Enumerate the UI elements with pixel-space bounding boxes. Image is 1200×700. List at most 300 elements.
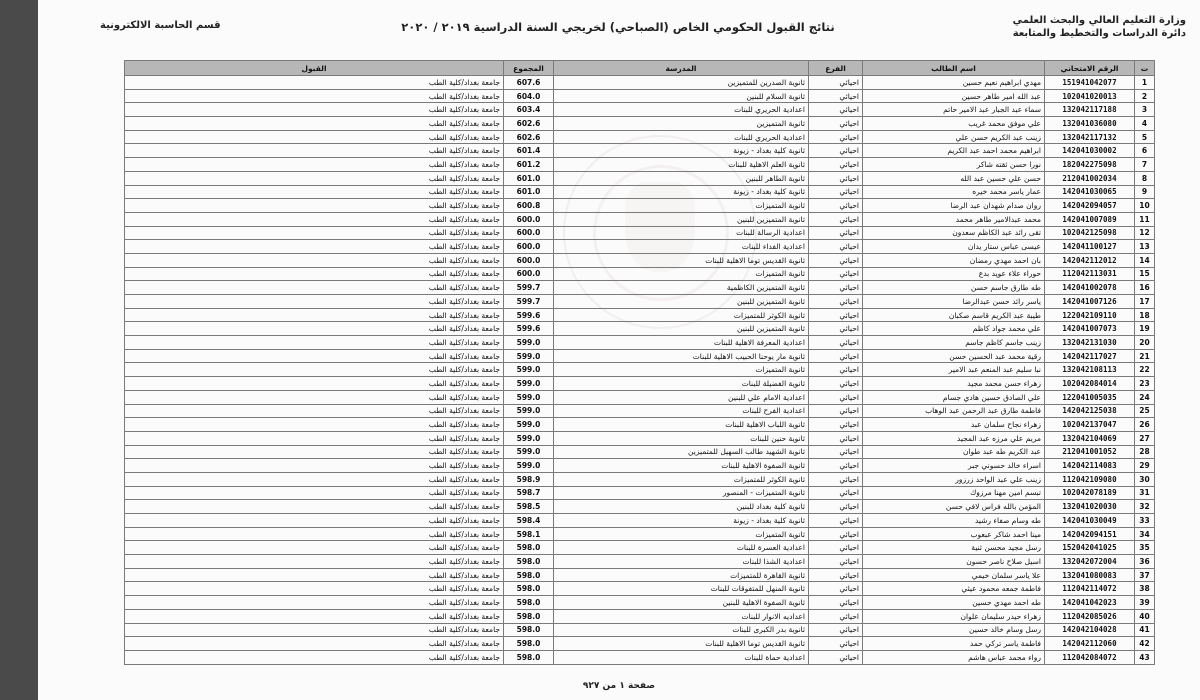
cell-student-name: زينب عبد الكريم حسن علي	[863, 130, 1045, 144]
cell-acceptance: جامعة بغداد/كلية الطب	[125, 363, 504, 377]
cell-branch: احيائي	[809, 404, 863, 418]
cell-exam-no: 132042117188	[1045, 103, 1135, 117]
table-row	[125, 527, 1155, 541]
cell-student-name: فاطمة ياسر تركي حمد	[863, 637, 1045, 651]
table-row	[125, 609, 1155, 623]
table-row	[125, 185, 1155, 199]
cell-total: 599.0	[504, 377, 554, 391]
cell-exam-no: 151941042077	[1045, 76, 1135, 90]
cell-seq: 6	[1135, 144, 1155, 158]
cell-seq: 14	[1135, 253, 1155, 267]
cell-student-name: مريم علي مرزه عبد المجيد	[863, 431, 1045, 445]
cell-total: 600.0	[504, 240, 554, 254]
cell-exam-no: 212041002034	[1045, 171, 1135, 185]
cell-total: 600.0	[504, 226, 554, 240]
cell-total: 598.0	[504, 623, 554, 637]
table-row	[125, 103, 1155, 117]
cell-student-name: محمد عبدالامير طاهر محمد	[863, 212, 1045, 226]
cell-exam-no: 132041080083	[1045, 568, 1135, 582]
cell-acceptance: جامعة بغداد/كلية الطب	[125, 336, 504, 350]
table-row	[125, 500, 1155, 514]
cell-total: 602.6	[504, 117, 554, 131]
cell-acceptance: جامعة بغداد/كلية الطب	[125, 637, 504, 651]
cell-student-name: فاطمة طارق عبد الرحمن عبد الوهاب	[863, 404, 1045, 418]
cell-seq: 28	[1135, 445, 1155, 459]
table-row	[125, 308, 1155, 322]
cell-exam-no: 142042114083	[1045, 459, 1135, 473]
cell-branch: احيائي	[809, 390, 863, 404]
cell-acceptance: جامعة بغداد/كلية الطب	[125, 144, 504, 158]
cell-branch: احيائي	[809, 171, 863, 185]
cell-seq: 11	[1135, 212, 1155, 226]
cell-school: ثانوية القديس توما الاهلية للبنات	[554, 253, 809, 267]
table-header-row	[125, 61, 1155, 76]
cell-branch: احيائي	[809, 363, 863, 377]
cell-school: ثانوية العلم الاهلية للبنات	[554, 158, 809, 172]
cell-student-name: فاطمة جمعه محمود عيثي	[863, 582, 1045, 596]
cell-acceptance: جامعة بغداد/كلية الطب	[125, 322, 504, 336]
table-row	[125, 404, 1155, 418]
cell-branch: احيائي	[809, 514, 863, 528]
cell-total: 598.4	[504, 514, 554, 528]
cell-seq: 10	[1135, 199, 1155, 213]
cell-seq: 43	[1135, 650, 1155, 664]
cell-exam-no: 142041007073	[1045, 322, 1135, 336]
cell-acceptance: جامعة بغداد/كلية الطب	[125, 596, 504, 610]
cell-exam-no: 102041020013	[1045, 89, 1135, 103]
cell-school: اعدادية حماة للبنات	[554, 650, 809, 664]
cell-student-name: زهراء حيدر سليمان علوان	[863, 609, 1045, 623]
cell-acceptance: جامعة بغداد/كلية الطب	[125, 295, 504, 309]
cell-school: اعدادية الشذا للبنات	[554, 555, 809, 569]
cell-seq: 24	[1135, 390, 1155, 404]
cell-seq: 27	[1135, 431, 1155, 445]
table-row	[125, 390, 1155, 404]
cell-exam-no: 142041030049	[1045, 514, 1135, 528]
cell-total: 598.0	[504, 582, 554, 596]
cell-acceptance: جامعة بغداد/كلية الطب	[125, 377, 504, 391]
cell-student-name: زهراء حسن محمد مجيد	[863, 377, 1045, 391]
cell-branch: احيائي	[809, 89, 863, 103]
cell-seq: 40	[1135, 609, 1155, 623]
cell-seq: 34	[1135, 527, 1155, 541]
cell-student-name: عيسى عباس ستار يدان	[863, 240, 1045, 254]
cell-branch: احيائي	[809, 267, 863, 281]
cell-seq: 31	[1135, 486, 1155, 500]
cell-school: اعدادية الرسالة للبنات	[554, 226, 809, 240]
cell-acceptance: جامعة بغداد/كلية الطب	[125, 158, 504, 172]
cell-acceptance: جامعة بغداد/كلية الطب	[125, 349, 504, 363]
cell-school: ثانوية كلية بغداد - زيونة	[554, 514, 809, 528]
cell-school: ثانوية القاهرة للمتميزات	[554, 568, 809, 582]
cell-school: ثانوية كلية بغداد - زيونة	[554, 144, 809, 158]
cell-total: 598.0	[504, 568, 554, 582]
cell-seq: 37	[1135, 568, 1155, 582]
column-header-branch: الفرع	[809, 61, 863, 76]
cell-school: ثانوية حنين للبنات	[554, 431, 809, 445]
cell-student-name: اسراء خالد حسوني جبر	[863, 459, 1045, 473]
cell-student-name: رسل مجيد محسن ثنية	[863, 541, 1045, 555]
cell-seq: 32	[1135, 500, 1155, 514]
cell-student-name: عمار ياسر محمد خيره	[863, 185, 1045, 199]
cell-branch: احيائي	[809, 199, 863, 213]
cell-exam-no: 122042109110	[1045, 308, 1135, 322]
cell-school: ثانوية المتميزين	[554, 117, 809, 131]
cell-total: 598.1	[504, 527, 554, 541]
cell-school: ثانوية المتميزين الكاظمية	[554, 281, 809, 295]
table-row	[125, 171, 1155, 185]
cell-student-name: حسن علي حسين عبد الله	[863, 171, 1045, 185]
cell-total: 598.0	[504, 555, 554, 569]
table-row	[125, 459, 1155, 473]
cell-student-name: بان احمد مهدي رمضان	[863, 253, 1045, 267]
cell-seq: 26	[1135, 418, 1155, 432]
cell-acceptance: جامعة بغداد/كلية الطب	[125, 226, 504, 240]
cell-student-name: رقية محمد عبد الحسين حسن	[863, 349, 1045, 363]
cell-school: ثانوية المتميزات	[554, 363, 809, 377]
cell-branch: احيائي	[809, 103, 863, 117]
table-row	[125, 158, 1155, 172]
cell-total: 599.0	[504, 445, 554, 459]
cell-acceptance: جامعة بغداد/كلية الطب	[125, 582, 504, 596]
cell-acceptance: جامعة بغداد/كلية الطب	[125, 459, 504, 473]
cell-acceptance: جامعة بغداد/كلية الطب	[125, 609, 504, 623]
cell-student-name: طيبة عبد الكريم قاسم صكبان	[863, 308, 1045, 322]
cell-total: 602.6	[504, 130, 554, 144]
cell-student-name: اسيل صلاح ناصر حسون	[863, 555, 1045, 569]
cell-school: اعدادية الفداء للبنات	[554, 240, 809, 254]
ministry-header	[966, 14, 1186, 40]
cell-school: ثانوية المتميزات	[554, 199, 809, 213]
cell-total: 598.7	[504, 486, 554, 500]
table-row	[125, 130, 1155, 144]
cell-school: اعدادية الحريري للبنات	[554, 130, 809, 144]
cell-acceptance: جامعة بغداد/كلية الطب	[125, 267, 504, 281]
cell-total: 599.6	[504, 322, 554, 336]
cell-school: ثانوية مار يوحنا الحبيب الاهلية للبنات	[554, 349, 809, 363]
cell-student-name: رسل وسام خالد حسين	[863, 623, 1045, 637]
page-number: صفحة ١ من ٩٢٧	[582, 681, 656, 691]
cell-branch: احيائي	[809, 336, 863, 350]
table-row	[125, 349, 1155, 363]
cell-school: ثانوية اللباب الاهلية للبنات	[554, 418, 809, 432]
cell-seq: 17	[1135, 295, 1155, 309]
cell-total: 603.4	[504, 103, 554, 117]
cell-seq: 13	[1135, 240, 1155, 254]
cell-seq: 41	[1135, 623, 1155, 637]
cell-student-name: زينب علي عبد الواحد زرزور	[863, 472, 1045, 486]
column-header-exam-no: الرقم الامتحاني	[1045, 61, 1135, 76]
cell-seq: 3	[1135, 103, 1155, 117]
cell-acceptance: جامعة بغداد/كلية الطب	[125, 486, 504, 500]
cell-exam-no: 132042131030	[1045, 336, 1135, 350]
cell-branch: احيائي	[809, 472, 863, 486]
cell-exam-no: 112042114072	[1045, 582, 1135, 596]
table-row	[125, 117, 1155, 131]
cell-acceptance: جامعة بغداد/كلية الطب	[125, 199, 504, 213]
table-row	[125, 514, 1155, 528]
cell-student-name: علا ياسر سلمان خيمي	[863, 568, 1045, 582]
results-table-body	[125, 76, 1155, 665]
cell-seq: 33	[1135, 514, 1155, 528]
cell-branch: احيائي	[809, 582, 863, 596]
cell-seq: 16	[1135, 281, 1155, 295]
cell-total: 600.0	[504, 212, 554, 226]
cell-exam-no: 182042275098	[1045, 158, 1135, 172]
cell-seq: 39	[1135, 596, 1155, 610]
cell-total: 604.0	[504, 89, 554, 103]
cell-branch: احيائي	[809, 637, 863, 651]
cell-acceptance: جامعة بغداد/كلية الطب	[125, 527, 504, 541]
cell-exam-no: 122041005035	[1045, 390, 1135, 404]
cell-branch: احيائي	[809, 281, 863, 295]
cell-exam-no: 112042113031	[1045, 267, 1135, 281]
cell-acceptance: جامعة بغداد/كلية الطب	[125, 404, 504, 418]
table-row	[125, 295, 1155, 309]
cell-school: ثانوية المتميزات	[554, 527, 809, 541]
cell-seq: 21	[1135, 349, 1155, 363]
cell-student-name: طه طارق جاسم حسن	[863, 281, 1045, 295]
cell-exam-no: 142041030065	[1045, 185, 1135, 199]
cell-student-name: حوراء علاء عويد بدع	[863, 267, 1045, 281]
cell-school: اعدادية الحريري للبنات	[554, 103, 809, 117]
cell-student-name: رواء محمد عباس هاشم	[863, 650, 1045, 664]
cell-seq: 29	[1135, 459, 1155, 473]
cell-branch: احيائي	[809, 500, 863, 514]
table-row	[125, 363, 1155, 377]
table-row	[125, 568, 1155, 582]
cell-exam-no: 142041042023	[1045, 596, 1135, 610]
cell-acceptance: جامعة بغداد/كلية الطب	[125, 555, 504, 569]
column-header-name: اسم الطالب	[863, 61, 1045, 76]
cell-total: 599.0	[504, 418, 554, 432]
cell-exam-no: 132042108113	[1045, 363, 1135, 377]
cell-branch: احيائي	[809, 212, 863, 226]
cell-total: 601.0	[504, 185, 554, 199]
cell-exam-no: 142042112060	[1045, 637, 1135, 651]
column-header-acceptance: القبول	[125, 61, 504, 76]
cell-school: ثانوية كلية بغداد للبنين	[554, 500, 809, 514]
cell-exam-no: 132041036080	[1045, 117, 1135, 131]
cell-total: 598.0	[504, 596, 554, 610]
cell-acceptance: جامعة بغداد/كلية الطب	[125, 472, 504, 486]
cell-school: ثانوية الطاهر للبنين	[554, 171, 809, 185]
cell-total: 599.0	[504, 459, 554, 473]
cell-student-name: نورا حسن ثقته شاكر	[863, 158, 1045, 172]
cell-student-name: طه احمد مهدي حسين	[863, 596, 1045, 610]
cell-school: اعداديه الانوار للبنات	[554, 609, 809, 623]
table-row	[125, 199, 1155, 213]
cell-total: 600.0	[504, 253, 554, 267]
cell-branch: احيائي	[809, 459, 863, 473]
cell-exam-no: 142042117027	[1045, 349, 1135, 363]
cell-branch: احيائي	[809, 418, 863, 432]
cell-total: 599.0	[504, 390, 554, 404]
cell-total: 599.7	[504, 295, 554, 309]
cell-branch: احيائي	[809, 377, 863, 391]
cell-acceptance: جامعة بغداد/كلية الطب	[125, 212, 504, 226]
cell-student-name: طه وسام صفاء رشيد	[863, 514, 1045, 528]
cell-exam-no: 142041007089	[1045, 212, 1135, 226]
cell-branch: احيائي	[809, 527, 863, 541]
department-name: قسم الحاسبة الالكترونية	[100, 20, 221, 31]
cell-exam-no: 112042084072	[1045, 650, 1135, 664]
cell-exam-no: 142042112012	[1045, 253, 1135, 267]
cell-exam-no: 212041001052	[1045, 445, 1135, 459]
cell-total: 601.2	[504, 158, 554, 172]
cell-student-name: نبا سليم عبد المنعم عبد الامير	[863, 363, 1045, 377]
cell-acceptance: جامعة بغداد/كلية الطب	[125, 623, 504, 637]
cell-student-name: مهدي ابراهيم نعيم حسين	[863, 76, 1045, 90]
cell-branch: احيائي	[809, 541, 863, 555]
cell-total: 601.0	[504, 171, 554, 185]
cell-seq: 18	[1135, 308, 1155, 322]
cell-school: اعدادية الامام علي للبنين	[554, 390, 809, 404]
cell-branch: احيائي	[809, 117, 863, 131]
cell-school: ثانوية القديس توما الاهلية للبنات	[554, 637, 809, 651]
table-row	[125, 336, 1155, 350]
cell-seq: 23	[1135, 377, 1155, 391]
cell-acceptance: جامعة بغداد/كلية الطب	[125, 308, 504, 322]
cell-branch: احيائي	[809, 322, 863, 336]
cell-acceptance: جامعة بغداد/كلية الطب	[125, 568, 504, 582]
cell-seq: 42	[1135, 637, 1155, 651]
cell-branch: احيائي	[809, 650, 863, 664]
cell-school: ثانوية الفضيلة للبنات	[554, 377, 809, 391]
cell-seq: 22	[1135, 363, 1155, 377]
cell-branch: احيائي	[809, 596, 863, 610]
cell-acceptance: جامعة بغداد/كلية الطب	[125, 500, 504, 514]
cell-acceptance: جامعة بغداد/كلية الطب	[125, 281, 504, 295]
cell-seq: 20	[1135, 336, 1155, 350]
cell-branch: احيائي	[809, 253, 863, 267]
cell-acceptance: جامعة بغداد/كلية الطب	[125, 240, 504, 254]
cell-school: اعدادية العسرة للبنات	[554, 541, 809, 555]
cell-total: 599.0	[504, 336, 554, 350]
cell-branch: احيائي	[809, 486, 863, 500]
cell-acceptance: جامعة بغداد/كلية الطب	[125, 103, 504, 117]
cell-total: 607.6	[504, 76, 554, 90]
table-row	[125, 472, 1155, 486]
cell-exam-no: 132041020030	[1045, 500, 1135, 514]
cell-exam-no: 132042104069	[1045, 431, 1135, 445]
cell-school: ثانوية الصفوة الاهلية للبنات	[554, 459, 809, 473]
document-title: نتائج القبول الحكومي الخاص (الصباحي) لخريجي السنة الدراسية ٢٠١٩ / ٢٠٢٠	[401, 20, 835, 34]
table-row	[125, 89, 1155, 103]
cell-total: 600.8	[504, 199, 554, 213]
cell-seq: 36	[1135, 555, 1155, 569]
cell-exam-no: 102042137047	[1045, 418, 1135, 432]
cell-seq: 12	[1135, 226, 1155, 240]
cell-branch: احيائي	[809, 185, 863, 199]
table-row	[125, 555, 1155, 569]
cell-branch: احيائي	[809, 555, 863, 569]
cell-school: ثانوية السلام للبنين	[554, 89, 809, 103]
cell-seq: 2	[1135, 89, 1155, 103]
table-row	[125, 240, 1155, 254]
table-row	[125, 582, 1155, 596]
cell-exam-no: 142042094151	[1045, 527, 1135, 541]
cell-exam-no: 142041007126	[1045, 295, 1135, 309]
cell-acceptance: جامعة بغداد/كلية الطب	[125, 390, 504, 404]
cell-exam-no: 152042041025	[1045, 541, 1135, 555]
cell-school: ثانوية الشهيد طالب السهيل للمتميزين	[554, 445, 809, 459]
cell-acceptance: جامعة بغداد/كلية الطب	[125, 514, 504, 528]
cell-branch: احيائي	[809, 568, 863, 582]
cell-acceptance: جامعة بغداد/كلية الطب	[125, 76, 504, 90]
table-row	[125, 486, 1155, 500]
cell-seq: 8	[1135, 171, 1155, 185]
cell-seq: 19	[1135, 322, 1155, 336]
results-table	[124, 60, 1155, 665]
cell-seq: 15	[1135, 267, 1155, 281]
directorate-name: دائرة الدراسات والتخطيط والمتابعة	[1012, 28, 1186, 39]
cell-acceptance: جامعة بغداد/كلية الطب	[125, 650, 504, 664]
cell-acceptance: جامعة بغداد/كلية الطب	[125, 541, 504, 555]
cell-branch: احيائي	[809, 349, 863, 363]
cell-total: 598.0	[504, 609, 554, 623]
table-row	[125, 226, 1155, 240]
cell-exam-no: 132042117132	[1045, 130, 1135, 144]
cell-exam-no: 112042109080	[1045, 472, 1135, 486]
table-row	[125, 267, 1155, 281]
table-row	[125, 377, 1155, 391]
cell-student-name: علي محمد جواد كاظم	[863, 322, 1045, 336]
cell-branch: احيائي	[809, 158, 863, 172]
cell-acceptance: جامعة بغداد/كلية الطب	[125, 418, 504, 432]
cell-total: 599.0	[504, 349, 554, 363]
cell-student-name: مينا احمد شاكر عبعوب	[863, 527, 1045, 541]
cell-acceptance: جامعة بغداد/كلية الطب	[125, 185, 504, 199]
table-row	[125, 253, 1155, 267]
cell-student-name: تقى رائد عبد الكاظم سعدون	[863, 226, 1045, 240]
table-row	[125, 144, 1155, 158]
table-row	[125, 281, 1155, 295]
cell-student-name: زهراء نجاح سلمان عبد	[863, 418, 1045, 432]
cell-student-name: روان صدام شهدان عبد الرضا	[863, 199, 1045, 213]
cell-branch: احيائي	[809, 431, 863, 445]
cell-acceptance: جامعة بغداد/كلية الطب	[125, 130, 504, 144]
cell-school: ثانوية المتميزين للبنين	[554, 212, 809, 226]
cell-exam-no: 102042084014	[1045, 377, 1135, 391]
cell-total: 598.0	[504, 637, 554, 651]
cell-total: 598.0	[504, 650, 554, 664]
cell-branch: احيائي	[809, 240, 863, 254]
cell-exam-no: 112042085026	[1045, 609, 1135, 623]
cell-total: 598.5	[504, 500, 554, 514]
cell-student-name: ابراهيم محمد احمد عبد الكريم	[863, 144, 1045, 158]
cell-acceptance: جامعة بغداد/كلية الطب	[125, 253, 504, 267]
table-row	[125, 637, 1155, 651]
cell-acceptance: جامعة بغداد/كلية الطب	[125, 171, 504, 185]
ministry-name: وزارة التعليم العالي والبحث العلمي	[1012, 15, 1186, 26]
cell-school: ثانوية الكوثر للمتميزات	[554, 472, 809, 486]
cell-student-name: علي موفق محمد غريب	[863, 117, 1045, 131]
cell-school: ثانوية المتميزات	[554, 267, 809, 281]
cell-exam-no: 102042078189	[1045, 486, 1135, 500]
table-row	[125, 445, 1155, 459]
cell-total: 599.0	[504, 363, 554, 377]
cell-seq: 5	[1135, 130, 1155, 144]
cell-acceptance: جامعة بغداد/كلية الطب	[125, 89, 504, 103]
cell-branch: احيائي	[809, 295, 863, 309]
cell-seq: 35	[1135, 541, 1155, 555]
column-header-school: المدرسة	[554, 61, 809, 76]
table-row	[125, 418, 1155, 432]
cell-student-name: تبسم امين مهنا مرزوك	[863, 486, 1045, 500]
cell-exam-no: 142041100127	[1045, 240, 1135, 254]
table-row	[125, 623, 1155, 637]
